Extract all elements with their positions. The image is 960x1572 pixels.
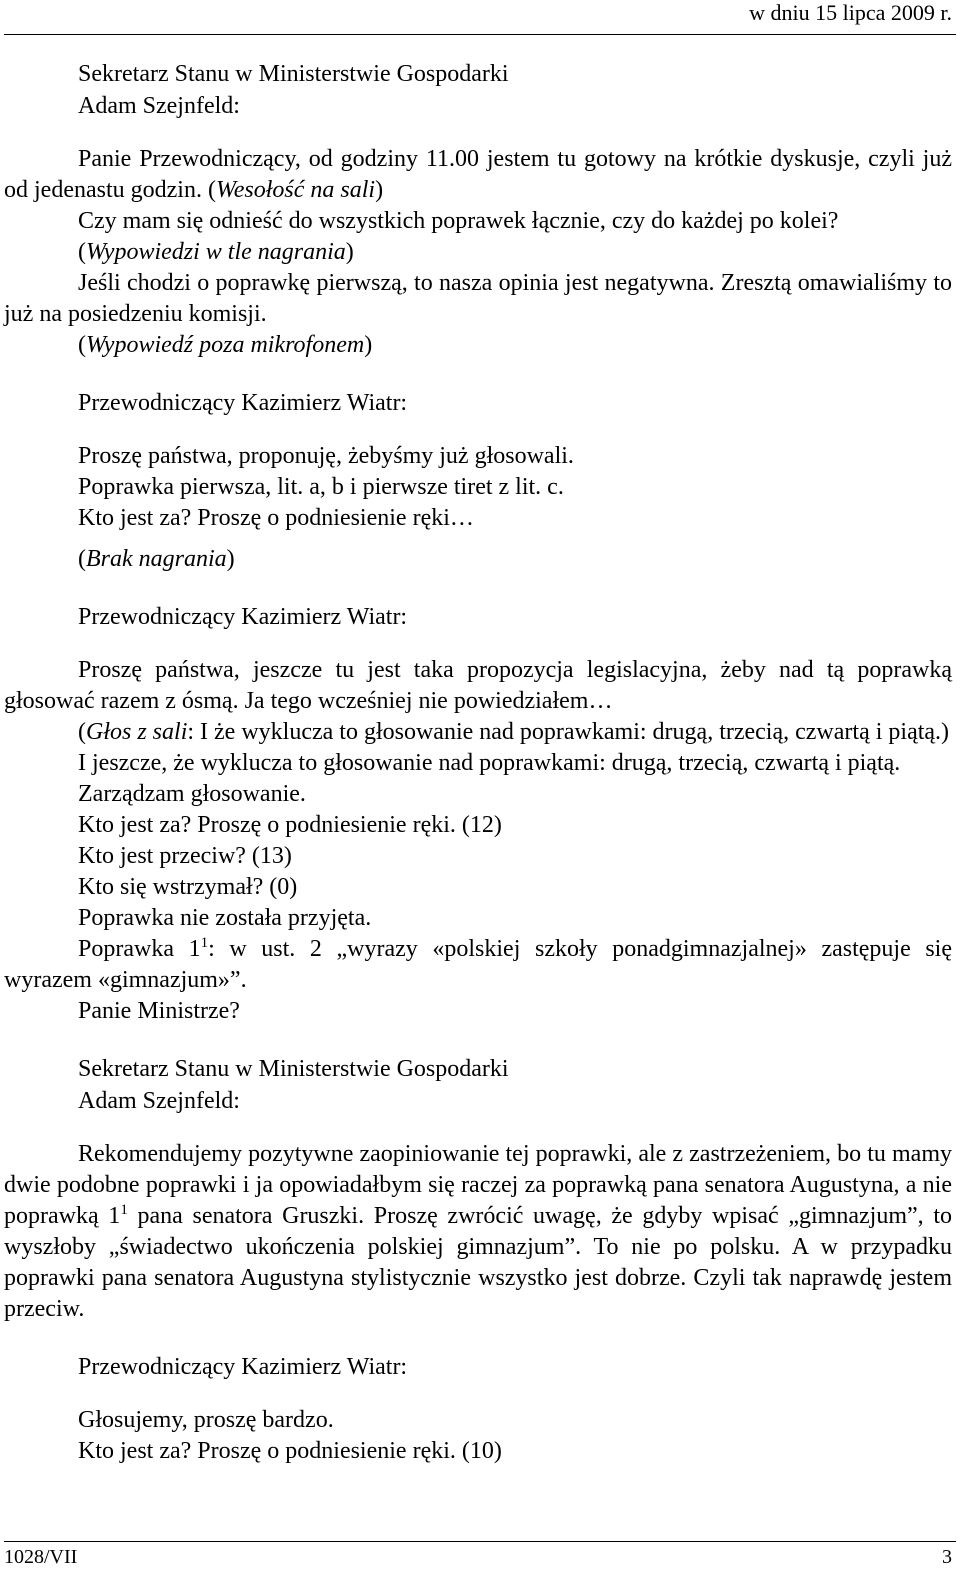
stage-direction: (Wypowiedź poza mikrofonem) <box>78 332 373 358</box>
stage-direction: (Brak nagrania) <box>78 546 235 572</box>
paragraph: Kto jest przeciw? (13) <box>78 843 292 869</box>
paragraph: Kto się wstrzymał? (0) <box>78 874 298 900</box>
paragraph: Czy mam się odnieść do wszystkich poprawek łącznie, czy do każdej po kolei? <box>78 208 839 234</box>
speaker-title: Sekretarz Stanu w Ministerstwie Gospodarki <box>78 61 509 87</box>
paragraph: Kto jest za? Proszę o podniesienie ręki. (12) <box>78 812 502 838</box>
paragraph: Kto jest za? Proszę o podniesienie ręki. (10) <box>78 1438 502 1464</box>
paragraph: Kto jest za? Proszę o podniesienie ręki… <box>78 505 474 531</box>
header-rule <box>4 34 956 35</box>
stage-direction: (Wypowiedzi w tle nagrania) <box>78 239 354 265</box>
paragraph: Proszę państwa, jeszcze tu jest taka propozycja legislacyjna, żeby nad tą poprawką głosować razem z ósmą. Ja tego wcześniej nie powiedziałem… <box>4 657 952 714</box>
paragraph: Panie Ministrze? <box>78 998 240 1024</box>
paragraph: Rekomendujemy pozytywne zaopiniowanie tej poprawki, ale z zastrzeżeniem, bo tu mamy dwie podobne poprawki i ja opowiadałbym się raczej za poprawką pana senatora Augustyna, a nie poprawką $1^1$ pana senatora Gruszki. Proszę zwrócić uwagę, że gdyby wpisać „gimnazjum”, to wyszłoby „świadectwo ukończenia polskiej gimnazjum”. To nie po polsku. A w przypadku poprawki pana senatora Augustyna stylistycznie wszystko jest dobrze. Czyli tak naprawdę jestem przeciw. <box>4 1141 952 1322</box>
speaker-name: Przewodniczący Kazimierz Wiatr: <box>78 1354 408 1380</box>
transcript-body <box>4 58 952 1467</box>
footer-rule <box>4 1541 956 1542</box>
stage-direction: (Głos z sali: I że wyklucza to głosowanie nad poprawkami: drugą, trzecią, czwartą i piątą.) <box>78 719 950 745</box>
speaker-name: Adam Szejnfeld: <box>78 93 240 119</box>
paragraph: Głosujemy, proszę bardzo. <box>78 1407 334 1433</box>
header-date: w dniu 15 lipca 2009 r. <box>749 0 952 25</box>
paragraph: Proszę państwa, proponuję, żebyśmy już głosowali. <box>78 443 574 469</box>
page-number: 3 <box>942 1546 952 1568</box>
speaker-title: Sekretarz Stanu w Ministerstwie Gospodarki <box>78 1056 509 1082</box>
paragraph: Zarządzam głosowanie. <box>78 781 306 807</box>
paragraph: Jeśli chodzi o poprawkę pierwszą, to nasza opinia jest negatywna. Zresztą omawialiśmy to już na posiedzeniu komisji. <box>4 270 952 327</box>
speaker-name: Adam Szejnfeld: <box>78 1088 240 1114</box>
paragraph: Poprawka pierwsza, lit. a, b i pierwsze tiret z lit. c. <box>78 474 564 500</box>
paragraph: I jeszcze, że wyklucza to głosowanie nad poprawkami: drugą, trzecią, czwartą i piątą. <box>78 750 901 776</box>
speaker-name: Przewodniczący Kazimierz Wiatr: <box>78 604 408 630</box>
paragraph: Panie Przewodniczący, od godziny 11.00 jestem tu gotowy na krótkie dyskusje, czyli już od jedenastu godzin. (Wesołość na sali) <box>4 146 952 203</box>
document-number: 1028/VII <box>4 1546 78 1568</box>
paragraph: Poprawka nie została przyjęta. <box>78 905 372 931</box>
paragraph: Poprawka $1^1$: w ust. 2 „wyrazy «polskiej szkoły ponadgimnazjalnej» zastępuje się wyrazem «gimnazjum»”. <box>4 935 952 993</box>
stage-direction: Wesołość na sali <box>215 177 376 203</box>
speaker-name: Przewodniczący Kazimierz Wiatr: <box>78 390 408 416</box>
